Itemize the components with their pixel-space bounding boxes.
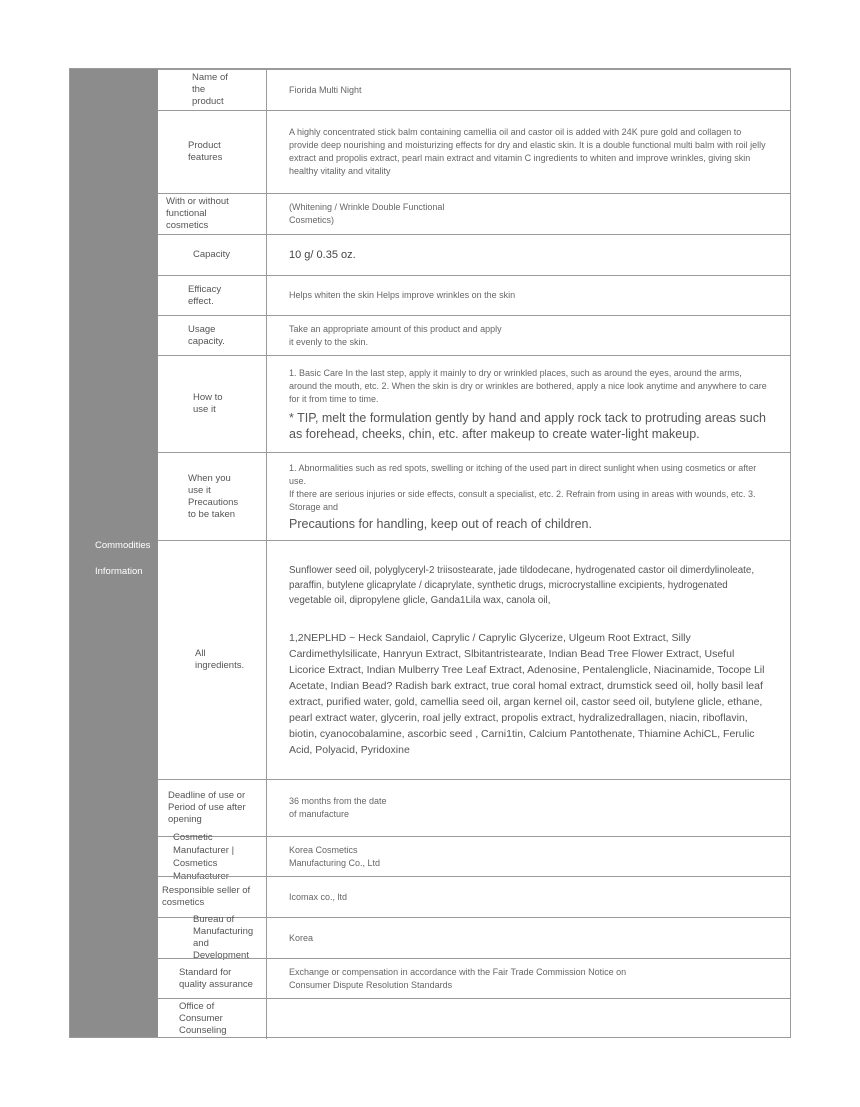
- table-row: [158, 998, 790, 1039]
- row-label: Office of Consumer Counseling: [158, 999, 267, 1039]
- row-label: Standard for quality assurance: [158, 959, 267, 998]
- table-row: [158, 452, 790, 540]
- table-row: [158, 540, 790, 779]
- row-value: Korea: [289, 932, 314, 943]
- table-row: [158, 234, 790, 275]
- table-row: [158, 914, 790, 961]
- row-label: Efficacy effect.: [158, 276, 267, 315]
- table-row: [158, 831, 790, 882]
- row-value: 10 g/ 0.35 oz.: [289, 248, 356, 261]
- table-row: [158, 315, 790, 355]
- product-info-table: [69, 68, 791, 1038]
- row-value: Exchange or compensation in accordance with the Fair Trade Commission Notice on Consumer Dispute Resolution Standards: [289, 966, 627, 990]
- table-row: [158, 355, 790, 452]
- row-value: Fiorida Multi Night: [289, 84, 362, 95]
- row-value: Helps whiten the skin Helps improve wrinkles on the skin: [289, 290, 516, 300]
- row-value: Korea Cosmetics Manufacturing Co., Ltd: [289, 844, 381, 868]
- table-row: [158, 275, 790, 315]
- row-value: Take an appropriate amount of this product and apply it evenly to the skin.: [289, 323, 502, 347]
- row-label: With or without functional cosmetics: [158, 194, 267, 234]
- row-label: Responsible seller of cosmetics: [158, 877, 267, 917]
- table-row: [158, 110, 790, 193]
- category-column: [70, 69, 158, 1037]
- row-value: Sunflower seed oil, polyglyceryl-2 triisostearate, jade tildodecane, hydrogenated castor oil dimerdylinoleate, paraffin, butylene glicaprylate / dicaprylate, synthetic drugs, microcrystalline excipients, hydrogenated vegetable oil, dipropylene glicle, Ganda1Lila wax, canola oil, 1,2NEPLHD ~ Heck Sandaiol, Caprylic / Caprylic Glycerize, Ulgeum Root Extract, Silly Cardimethylsilicate, Hanryun Extract, Slbitantristearate, Indian Bead Tree Flower Extract, Useful Licorice Extract, Indian Mulberry Tree Leaf Extract, Adenosine, Pentalenglicle, Niacinamide, Tocope Lil Acetate, Indian Bead? Radish bark extract, true coral homal extract, drumstick seed oil, holly basil leaf extract, purified water, gold, camellia seed oil, argan kernel oil, castor seed oil, butylene glicle, ethane, pearl extract water, glycerin, roal jelly extract, propolis extract, hydralizedrallagen, niacin, riboflavin, biotin, cyanocobalamine, ascorbic seed , Carni1tin, Calcium Pantothenate, Thiamine AchiCL, Ferulic Acid, Polyacid, Pyridoxine: [289, 564, 765, 756]
- row-value: (Whitening / Wrinkle Double Functional Cosmetics): [289, 202, 445, 225]
- row-label: When you use it Precautions to be taken: [158, 453, 267, 540]
- row-label: Product features: [158, 111, 267, 193]
- row-label: Name of the product: [158, 70, 267, 110]
- row-value: A highly concentrated stick balm containing camellia oil and castor oil is added with 24K pure gold and collagen to provide deep nourishing and moisturizing effects for dry and elastic skin. It is a double functional multi balm with roil jelly extract and propolis extract, pearl main extract and vitamin C ingredients to whiten and improve wrinkles, giving skin healthy vitality and vitality: [289, 127, 766, 176]
- table-row: [158, 69, 790, 110]
- row-value: Icomax co., ltd: [289, 891, 348, 902]
- row-label: All ingredients.: [158, 541, 267, 779]
- category-label: Commodities Information: [95, 540, 151, 577]
- table-row: [158, 779, 790, 836]
- table-row: [158, 876, 790, 917]
- row-label: Capacity: [158, 235, 267, 275]
- table-row: [158, 193, 790, 234]
- row-value: 1. Abnormalities such as red spots, swelling or itching of the used part in direct sunlight when using cosmetics or after use. If there are serious injuries or side effects, consult a specialist, etc. 2. Refrain from using in areas with wounds, etc. 3. Storage and Precautions for handling, keep out of reach of children.: [289, 462, 757, 531]
- row-label: Usage capacity.: [158, 316, 267, 355]
- row-value: [267, 999, 790, 1039]
- row-label: Bureau of Manufacturing and Development: [158, 918, 267, 958]
- row-value: 1. Basic Care In the last step, apply it mainly to dry or wrinkled places, such as around the eyes, around the arms, around the mouth, etc. 2. When the skin is dry or wrinkles are bothered, apply a nice look anytime and anywhere to care for it from time to time. * TIP, melt the formulation gently by hand and apply rock tack to protruding areas such as forehead, cheeks, chin, etc. after makeup to create water-light makeup.: [289, 367, 767, 441]
- row-label: Deadline of use or Period of use after opening: [158, 780, 267, 836]
- row-label: How to use it: [158, 356, 267, 452]
- row-value: 36 months from the date of manufacture: [289, 796, 387, 819]
- row-label: Cosmetic Manufacturer | Cosmetics Manufacturer: [158, 837, 267, 876]
- table-row: [158, 958, 790, 998]
